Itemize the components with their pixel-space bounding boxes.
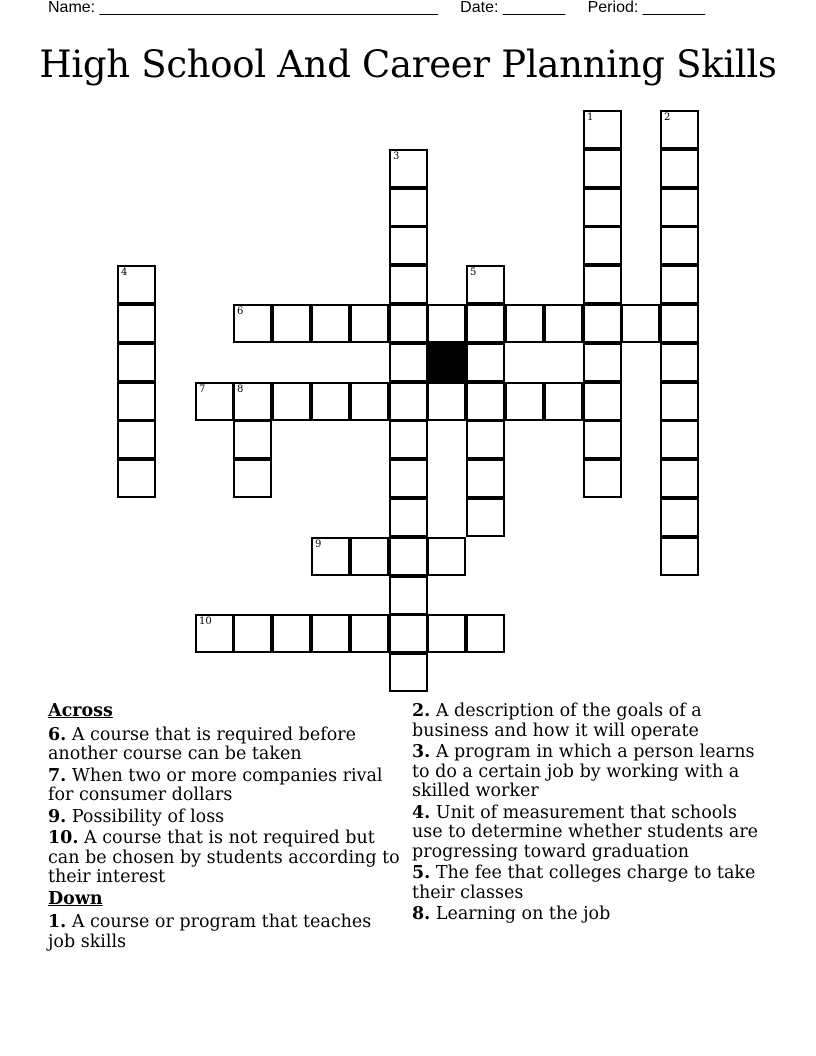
clue-number: 1. [48,912,67,932]
crossword-cell[interactable] [660,420,699,459]
crossword-cell[interactable] [195,614,234,653]
crossword-cell[interactable] [311,537,350,576]
crossword-cell[interactable] [466,420,505,459]
crossword-cell[interactable] [583,343,622,382]
clue-down-5 [412,864,762,903]
clue-text: A description of the goals of a business and how it will operate [412,701,702,741]
clue-text: Learning on the job [435,904,611,924]
cell-number: 10 [199,616,212,627]
clues-right-column [412,702,762,927]
crossword-cell[interactable] [505,382,544,421]
clue-across-10 [48,829,400,888]
crossword-cell[interactable] [660,110,699,149]
crossword-cell[interactable] [660,265,699,304]
crossword-cell[interactable] [505,304,544,343]
clue-down-2 [412,702,762,741]
crossword-cell[interactable] [583,110,622,149]
clue-across-7 [48,767,400,806]
crossword-cell[interactable] [660,537,699,576]
clue-across-9 [48,808,400,828]
crossword-cell[interactable] [389,537,428,576]
crossword-cell[interactable] [389,420,428,459]
clue-down-1 [48,913,400,952]
crossword-cell[interactable] [621,304,660,343]
clues-left-column [48,702,400,954]
cell-number: 3 [393,151,400,162]
page-title: High School And Career Planning Skills [39,43,777,86]
crossword-cell[interactable] [233,304,272,343]
crossword-cell[interactable] [544,304,583,343]
crossword-cell[interactable] [427,304,466,343]
crossword-cell[interactable] [389,459,428,498]
crossword-cell[interactable] [389,226,428,265]
crossword-cell[interactable] [583,459,622,498]
clue-down-8 [412,905,762,925]
crossword-cell[interactable] [233,614,272,653]
crossword-cell[interactable] [583,304,622,343]
across-heading: Across [48,701,113,721]
crossword-cell[interactable] [117,459,156,498]
crossword-cell[interactable] [583,226,622,265]
clue-text: The fee that colleges charge to take their classes [412,863,756,903]
crossword-cell[interactable] [233,382,272,421]
crossword-cell[interactable] [660,226,699,265]
crossword-cell[interactable] [583,265,622,304]
clue-number: 9. [48,806,67,827]
date-field[interactable]: Date: _______ [460,0,566,16]
crossword-cell[interactable] [350,614,389,653]
crossword-cell[interactable] [583,382,622,421]
cell-number: 4 [121,267,128,278]
clue-number: 5. [412,863,431,883]
crossword-block-cell [427,343,466,382]
crossword-cell[interactable] [660,188,699,227]
clue-text: A program in which a person learns to do a certain job by working with a skilled worker [412,742,755,801]
crossword-cell[interactable] [660,498,699,537]
crossword-cell[interactable] [272,382,311,421]
crossword-cell[interactable] [389,498,428,537]
crossword-cell[interactable] [350,304,389,343]
clue-number: 7. [48,765,67,786]
crossword-cell[interactable] [660,459,699,498]
crossword-cell[interactable] [466,343,505,382]
crossword-cell[interactable] [311,304,350,343]
crossword-cell[interactable] [544,382,583,421]
crossword-cell[interactable] [466,304,505,343]
name-field[interactable]: Name: ______________________________________ [48,0,438,16]
clue-number: 10. [48,828,79,848]
clue-down-3 [412,743,762,802]
clue-number: 8. [412,904,431,924]
crossword-cell[interactable] [117,343,156,382]
clue-text: Unit of measurement that schools use to determine whether students are progressing toward graduation [412,802,759,862]
cell-number: 6 [237,306,244,317]
cell-number: 1 [587,112,594,123]
cell-number: 7 [199,384,206,395]
cell-number: 9 [315,539,322,550]
clue-text: When two or more companies rival for consumer dollars [48,765,383,805]
clue-text: A course that is not required but can be chosen by students according to their interest [48,828,400,887]
clue-number: 3. [412,742,431,762]
crossword-cell[interactable] [660,149,699,188]
crossword-cell[interactable] [466,459,505,498]
crossword-cell[interactable] [660,382,699,421]
crossword-cell[interactable] [583,420,622,459]
clue-number: 4. [412,802,431,823]
crossword-cell[interactable] [195,382,234,421]
clue-text: A course that is required before another course can be taken [48,724,356,764]
crossword-cell[interactable] [389,343,428,382]
crossword-cell[interactable] [427,537,466,576]
crossword-cell[interactable] [389,188,428,227]
crossword-cell[interactable] [427,614,466,653]
crossword-cell[interactable] [389,265,428,304]
crossword-cell[interactable] [466,498,505,537]
crossword-cell[interactable] [466,614,505,653]
clue-number: 6. [48,724,67,745]
cell-number: 2 [664,112,671,123]
crossword-cell[interactable] [311,382,350,421]
crossword-cell[interactable] [389,382,428,421]
clue-across-6 [48,726,400,765]
clue-down-4 [412,804,762,863]
crossword-cell[interactable] [389,614,428,653]
crossword-cell[interactable] [660,304,699,343]
cell-number: 8 [237,384,244,395]
crossword-cell[interactable] [350,382,389,421]
clue-text: A course or program that teaches job skills [48,912,372,952]
crossword-cell[interactable] [583,188,622,227]
crossword-cell[interactable] [427,382,466,421]
crossword-cell[interactable] [272,304,311,343]
crossword-cell[interactable] [389,149,428,188]
crossword-cell[interactable] [233,459,272,498]
period-field[interactable]: Period: _______ [587,0,706,16]
crossword-cell[interactable] [117,382,156,421]
down-heading: Down [48,888,103,909]
crossword-cell[interactable] [117,304,156,343]
crossword-cell[interactable] [233,420,272,459]
crossword-cell[interactable] [466,265,505,304]
crossword-cell[interactable] [117,420,156,459]
crossword-cell[interactable] [466,382,505,421]
crossword-cell[interactable] [389,304,428,343]
crossword-cell[interactable] [117,265,156,304]
crossword-cell[interactable] [389,653,428,692]
crossword-cell[interactable] [389,576,428,615]
clue-text: Possibility of loss [71,806,225,827]
clue-number: 2. [412,701,431,721]
crossword-cell[interactable] [660,343,699,382]
crossword-cell[interactable] [583,149,622,188]
crossword-cell[interactable] [350,537,389,576]
crossword-cell[interactable] [311,614,350,653]
cell-number: 5 [470,267,477,278]
crossword-cell[interactable] [272,614,311,653]
